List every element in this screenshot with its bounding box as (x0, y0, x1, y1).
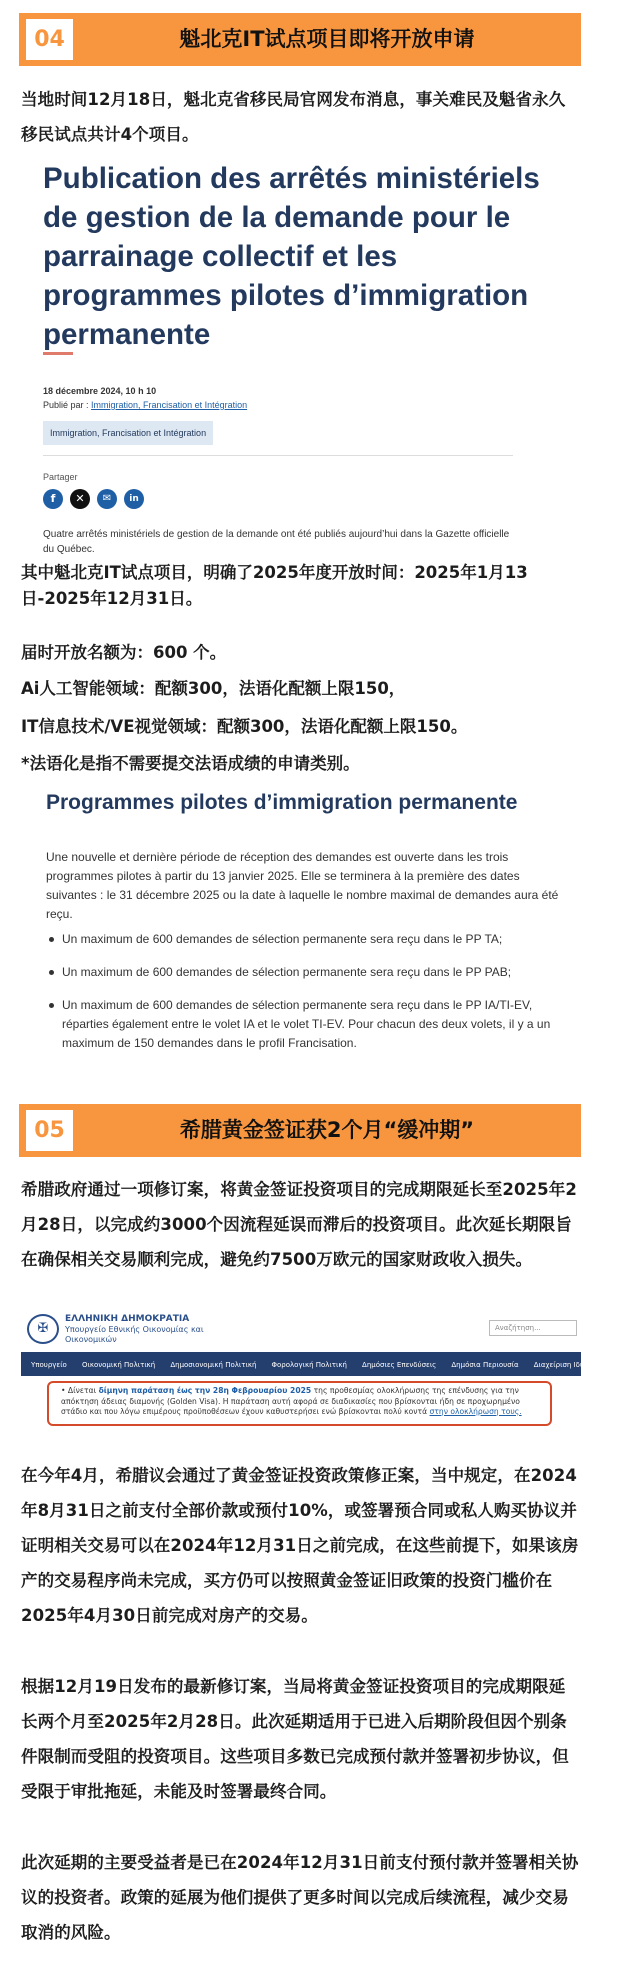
section-header-05 (19, 1104, 581, 1157)
facebook-icon[interactable]: f (43, 489, 63, 509)
section-title: 希腊黄金签证获2个月“缓冲期” (179, 1118, 475, 1142)
article-body: Quatre arrêtés ministériels de gestion de la demande ont été publiés aujourd’hui dans la Gazette officielle du Québec. (43, 529, 510, 555)
list-item-text: Un maximum de 600 demandes de sélection permanente sera reçu dans le PP PAB; (62, 965, 512, 979)
x-icon[interactable]: ✕ (70, 489, 90, 509)
linkedin-icon[interactable]: in (124, 489, 144, 509)
email-icon[interactable]: ✉ (97, 489, 117, 509)
greek-ministry-screenshot (21, 1308, 635, 1431)
paragraph: 在今年4月，希腊议会通过了黄金签证投资政策修正案，当中规定，在2024年8月31日之前支付全部价款或预付10%，或签署预合同或私人购买协议并证明相关交易可以在2024年12月31日之前完成，在这些前提下，如果该房产的交易程序尚未完成，买方仍可以按照黄金签证旧政策的投资门槛价在2025年4月30日前完成对房产的交易。 (21, 1466, 579, 1625)
article-date: 18 décembre 2024, 10 h 10 (43, 386, 157, 396)
nav-item[interactable]: Διαχείριση Ιδιωτικού Χρέους (533, 1361, 635, 1369)
notice-bold: δίμηνη παράταση έως την 28η Φεβρουαρίου 2025 (98, 1386, 312, 1395)
section-title: 魁北克IT试点项目即将开放申请 (179, 27, 475, 51)
list-item (46, 930, 561, 949)
nav-item[interactable]: Δημόσια Περιουσία (451, 1361, 519, 1369)
text-line: 其中魁北克IT试点项目，明确了2025年度开放时间：2025年1月13日-2025年12月31日。 (21, 563, 528, 608)
share-label: Partager (43, 472, 78, 482)
paragraph: 希腊政府通过一项修订案，将黄金签证投资项目的完成期限延长至2025年2月28日，以完成约3000个因流程延误而滞后的投资项目。此次延长期限旨在确保相关交易顺利完成，避免约7500万欧元的国家财政收入损失。 (21, 1180, 577, 1269)
section-header-04 (19, 13, 581, 66)
programs-intro: Une nouvelle et dernière période de réception des demandes est ouverte dans les trois programmes pilotes à partir du 13 janvier 2025. Elle se terminera à la première des dates suivantes : le 31 décembre 2025 ou la date à laquelle le nombre maximal de demandes aura été reçu. (46, 850, 559, 921)
paragraph: 根据12月19日发布的最新修订案，当局将黄金签证投资项目的完成期限延长两个月至2025年2月28日。此次延期适用于已进入后期阶段但因个别条件限制而受阻的投资项目。这些项目多数已完成预付款并签署初步协议，但受限于审批拖延，未能及时签署最终合同。 (21, 1677, 569, 1801)
title-accent-bar (43, 352, 73, 355)
article-title: Publication des arrêtés ministériels de gestion de la demande pour le parrainage collectif et les programmes pilotes d’immigration permanente (43, 162, 540, 351)
text-line: Ai人工智能领域：配额300，法语化配额上限150， (21, 679, 406, 698)
nav-item[interactable]: Δημοσιονομική Πολιτική (170, 1361, 257, 1369)
notice-prefix: Δίνεται (67, 1386, 97, 1395)
publisher-label: Publié par : (43, 400, 89, 410)
list-item-text: Un maximum de 600 demandes de sélection permanente sera reçu dans le PP TA; (62, 932, 503, 946)
notice-link[interactable]: στην ολοκλήρωση τους. (429, 1407, 522, 1416)
article-publisher (43, 399, 247, 411)
quebec-announcement-screenshot (21, 155, 581, 555)
nav-item[interactable]: Φορολογική Πολιτική (271, 1361, 347, 1369)
bullet-icon (49, 1003, 54, 1008)
programs-title: Programmes pilotes d’immigration permanente (46, 791, 518, 814)
topic-tag[interactable]: Immigration, Francisation et Intégration (43, 421, 213, 445)
paragraph: 此次延期的主要受益者是已在2024年12月31日前支付预付款并签署相关协议的投资者。政策的延展为他们提供了更多时间以完成后续流程，减少交易取消的风险。 (21, 1853, 579, 1942)
intro-paragraph: 当地时间12月18日，魁北克省移民局官网发布消息，事关难民及魁省永久移民试点共计4个项目。 (21, 90, 566, 144)
pilot-programs-screenshot (21, 780, 581, 1085)
text-line: 届时开放名额为：600 个。 (21, 643, 227, 662)
greek-emblem-icon: ✠ (27, 1314, 59, 1344)
list-item-text: Un maximum de 600 demandes de sélection permanente sera reçu dans le PP IA/TI-EV, réparties également entre le volet IA et le volet TI-EV. Pour chacun des deux volets, il y a un maximum de 150 demandes dans le profil Francisation. (62, 998, 551, 1050)
divider (43, 455, 513, 456)
publisher-link[interactable]: Immigration, Francisation et Intégration (91, 400, 248, 410)
highlighted-notice: • Δίνεται δίμηνη παράταση έως την 28η Φεβρουαρίου 2025 της προθεσμίας ολοκλήρωσης της επένδυσης για την απόκτηση άδειας διαμονής (Golden Visa). Η παράταση αυτή αφορά σε διαδικασίες που βρίσκονται ήδη σε προχωρημένο στάδιο και που λόγω επιμέρους προϋποθέσεων έχουν καθυστερήσει ενώ βρίσκονται πολύ κοντά στην ολοκλήρωση τους. (47, 1381, 552, 1426)
ministry-nav (21, 1352, 635, 1376)
notice-text: της προθεσμίας ολοκλήρωσης της επένδυσης για την απόκτηση άδειας διαμονής (Golden Visa). Η παράταση αυτή αφορά σε διαδικασίες που βρίσκονται ήδη σε προχωρημένο στάδιο και που λόγω επιμέρους προϋποθέσεων έχουν καθυστερήσει ενώ βρίσκονται πολύ κοντά (61, 1386, 520, 1416)
search-input[interactable]: Αναζήτηση... (489, 1320, 577, 1336)
bullet-icon (49, 970, 54, 975)
nav-item[interactable]: Δημόσιες Επενδύσεις (362, 1361, 437, 1369)
list-item (46, 963, 561, 982)
section-number: 04 (26, 19, 73, 60)
list-item (46, 996, 561, 1053)
ministry-subtitle: Υπουργείο Εθνικής Οικονομίας και Οικονομικών (65, 1325, 204, 1344)
bullet-icon (49, 937, 54, 942)
nav-item[interactable]: Οικονομική Πολιτική (81, 1361, 156, 1369)
section-number: 05 (26, 1110, 73, 1151)
ministry-name: ΕΛΛΗΝΙΚΗ ΔΗΜΟΚΡΑΤΙΑ (65, 1314, 190, 1324)
programs-list (46, 930, 561, 1067)
text-line: *法语化是指不需要提交法语成绩的申请类别。 (21, 754, 360, 773)
text-line: IT信息技术/VE视觉领域：配额300，法语化配额上限150。 (21, 717, 468, 736)
nav-item[interactable]: Υπουργείο (31, 1361, 67, 1369)
